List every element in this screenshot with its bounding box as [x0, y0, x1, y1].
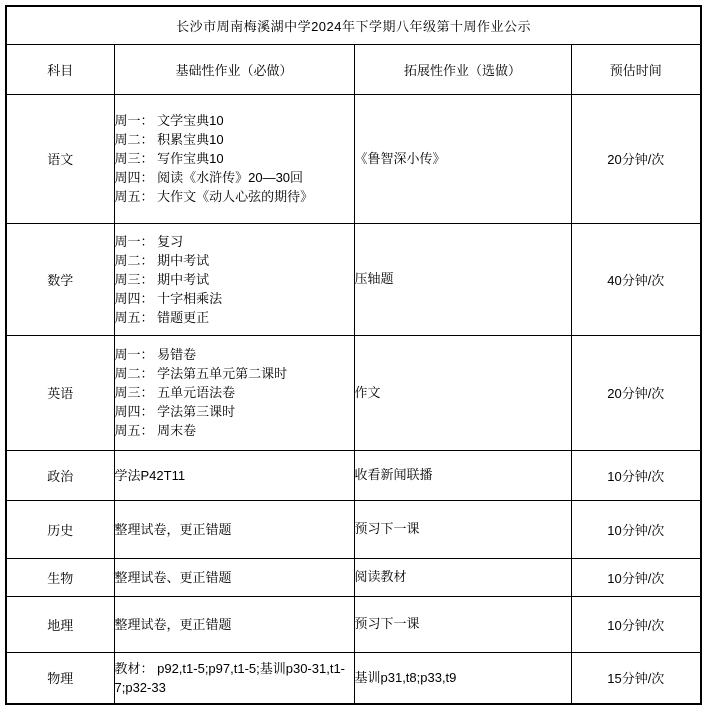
homework-line: 周四： 十字相乘法 — [114, 290, 223, 306]
homework-line: 周一： 文学宝典10 — [114, 113, 224, 128]
subject-label: 生物 — [6, 558, 114, 596]
estimated-time-cell: 20分钟/次 — [571, 94, 701, 223]
estimated-time-cell: 10分钟/次 — [571, 500, 701, 558]
homework-table — [5, 5, 702, 705]
subject-label: 政治 — [6, 450, 114, 500]
subject-label: 物理 — [6, 652, 114, 704]
subject-label: 英语 — [6, 335, 114, 450]
homework-line: 整理试卷、更正错题 — [114, 569, 232, 585]
table-row-english — [6, 335, 701, 450]
table-row-physics — [6, 652, 701, 704]
basic-homework-cell — [114, 596, 354, 652]
extension-homework-cell: 压轴题 — [354, 223, 571, 335]
subject-label: 数学 — [6, 223, 114, 335]
homework-line: 周三： 期中考试 — [114, 271, 210, 287]
homework-line: 周二： 期中考试 — [114, 252, 210, 268]
homework-line: 周一： 易错卷 — [114, 347, 197, 362]
estimated-time-cell: 20分钟/次 — [571, 335, 701, 450]
homework-line: 周四： 学法第三课时 — [114, 404, 236, 419]
estimated-time-cell: 15分钟/次 — [571, 652, 701, 704]
header-row — [6, 44, 701, 94]
extension-homework-cell: 基训p31,t8;p33,t9 — [354, 652, 571, 704]
col-header-subject: 科目 — [6, 44, 114, 94]
homework-line: 周二： 积累宝典10 — [114, 132, 224, 147]
homework-line: 整理试卷，更正错题 — [114, 521, 232, 537]
homework-line: 周一： 复习 — [114, 233, 184, 249]
extension-homework-cell: 预习下一课 — [354, 596, 571, 652]
subject-label: 语文 — [6, 94, 114, 223]
basic-homework-cell — [114, 335, 354, 450]
extension-homework-cell: 收看新闻联播 — [354, 450, 571, 500]
homework-line: 周三： 写作宝典10 — [114, 151, 224, 166]
estimated-time-cell: 10分钟/次 — [571, 450, 701, 500]
title-row — [6, 6, 701, 44]
extension-homework-cell: 《鲁智深小传》 — [354, 94, 571, 223]
table-row-biology — [6, 558, 701, 596]
extension-homework-cell: 预习下一课 — [354, 500, 571, 558]
basic-homework-cell — [114, 223, 354, 335]
homework-line: 整理试卷，更正错题 — [114, 616, 232, 632]
homework-line: 学法P42T11 — [114, 467, 186, 483]
table-row-history — [6, 500, 701, 558]
page-title: 长沙市周南梅溪湖中学2024年下学期八年级第十周作业公示 — [6, 6, 701, 44]
table-row-math — [6, 223, 701, 335]
table-row-politics — [6, 450, 701, 500]
homework-line: 周五： 错题更正 — [114, 309, 210, 325]
homework-line: 周三： 五单元语法卷 — [114, 385, 236, 400]
col-header-extension-homework: 拓展性作业（选做） — [354, 44, 571, 94]
subject-label: 历史 — [6, 500, 114, 558]
basic-homework-cell — [114, 500, 354, 558]
col-header-basic-homework: 基础性作业（必做） — [114, 44, 354, 94]
homework-line: 教材： p92,t1-5;p97,t1-5;基训p30-31,t1-7;p32-33 — [114, 660, 346, 695]
estimated-time-cell: 40分钟/次 — [571, 223, 701, 335]
extension-homework-cell: 阅读教材 — [354, 558, 571, 596]
table-row-chinese — [6, 94, 701, 223]
estimated-time-cell: 10分钟/次 — [571, 596, 701, 652]
subject-label: 地理 — [6, 596, 114, 652]
basic-homework-cell — [114, 652, 354, 704]
homework-line: 周五： 大作文《动人心弦的期待》 — [114, 189, 314, 204]
col-header-estimated-time: 预估时间 — [571, 44, 701, 94]
basic-homework-cell — [114, 94, 354, 223]
basic-homework-cell — [114, 558, 354, 596]
basic-homework-cell — [114, 450, 354, 500]
homework-line: 周二： 学法第五单元第二课时 — [114, 366, 288, 381]
estimated-time-cell: 10分钟/次 — [571, 558, 701, 596]
homework-line: 周四： 阅读《水浒传》20—30回 — [114, 170, 304, 185]
table-row-geography — [6, 596, 701, 652]
extension-homework-cell: 作文 — [354, 335, 571, 450]
homework-line: 周五： 周末卷 — [114, 423, 197, 438]
